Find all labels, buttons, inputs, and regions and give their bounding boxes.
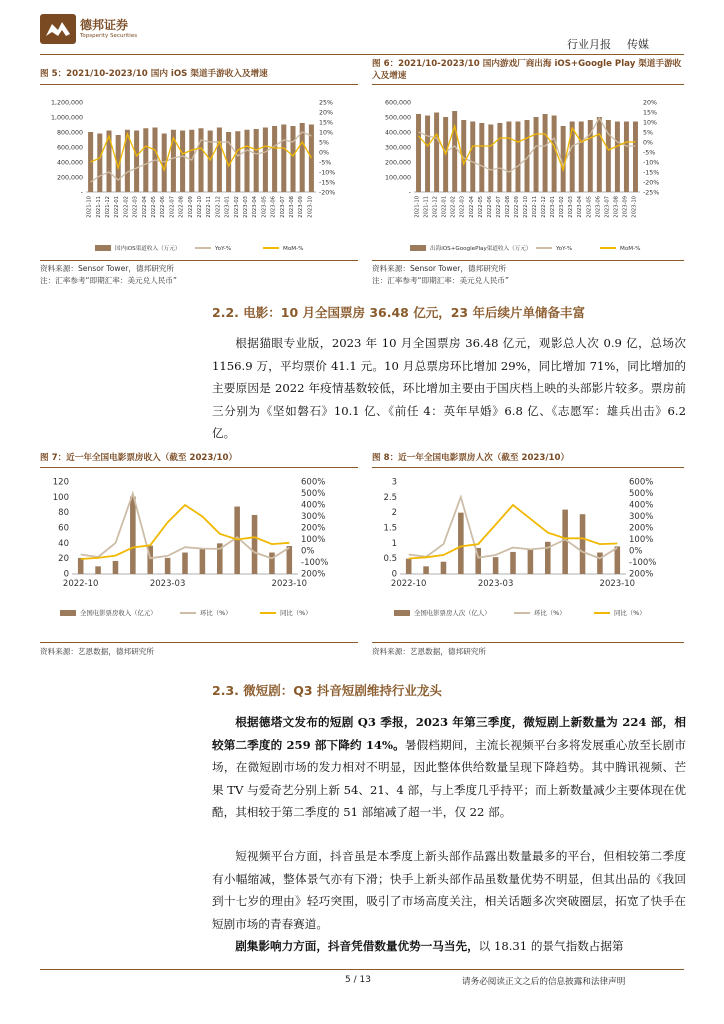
bar — [597, 553, 603, 574]
x-tick-label: 2022-07 — [169, 196, 176, 218]
bar — [624, 122, 629, 193]
x-tick-label: 2022-12 — [215, 196, 222, 218]
x-tick-label: 2022-06 — [486, 195, 493, 218]
x-tick-label: 2022-03 — [132, 196, 139, 218]
y-left-tick-label: 120 — [52, 477, 69, 488]
bar — [506, 122, 511, 193]
bar — [254, 129, 259, 192]
bar — [615, 122, 620, 193]
series-line-2 — [81, 505, 290, 559]
bar — [510, 552, 516, 574]
bar — [543, 114, 548, 192]
x-tick-label: 2022-08 — [178, 196, 185, 218]
bar — [452, 111, 457, 192]
bar — [441, 562, 447, 574]
y-right-tick-label: 100% — [629, 535, 654, 545]
legend-swatch-bar — [410, 245, 426, 251]
bar — [493, 557, 499, 574]
y-right-tick-label: 20% — [319, 109, 333, 117]
section-2-3-para1-rest: 暑假档期间，主流长视频平台多将发展重心放至长剧市场，在微短剧市场的发力相对不明显，因此整体供给数量呈现下降趋势。其中腾讯视频、芒果 TV 与爱奇艺分别上新 54、21、4 部，与上季度几乎持平；而上新数量减少主要体现在优酷，其相较于第二季度的 51 部缩减了超一半，仅 22 部。 — [212, 737, 686, 820]
x-tick-label: 2023-10 — [631, 196, 638, 218]
bar — [580, 514, 586, 574]
sector: 传媒 — [627, 38, 649, 51]
bar — [515, 122, 520, 193]
x-tick-label: 2023-08 — [613, 196, 620, 218]
bar — [95, 566, 101, 574]
x-tick-label: 2022-12 — [541, 196, 548, 218]
y-right-tick-label: 500% — [301, 489, 326, 499]
x-tick-label: 2021-11 — [95, 196, 102, 218]
bar — [470, 122, 475, 193]
section-2-3-paragraph-3 — [212, 935, 686, 958]
x-tick-label: 2023-09 — [622, 195, 629, 218]
y-left-tick-label: 100 — [52, 492, 69, 503]
y-left-tick-label: 80 — [58, 508, 69, 519]
x-tick-label: 2023-01 — [550, 195, 557, 218]
fig5-bottom-rule — [40, 260, 358, 261]
y-left-tick-label: - — [408, 189, 411, 197]
y-left-tick-label: 0.5 — [383, 554, 397, 565]
x-tick-label: 2021-10 — [414, 195, 421, 218]
x-tick-label: 2022-04 — [141, 196, 148, 218]
bar — [189, 130, 194, 192]
fig8-source: 资料来源：艺恩数据，德邦研究所 — [372, 647, 486, 656]
fig7-title-rule — [40, 467, 358, 468]
x-tick-label: 2022-05 — [151, 196, 157, 218]
brand-logo-icon — [40, 14, 76, 44]
x-tick-label: 2022-10 — [197, 196, 203, 218]
y-left-tick-label: 40 — [58, 538, 69, 549]
x-tick-label: 2023-04 — [252, 196, 259, 218]
legend-label: YoY-% — [215, 246, 232, 252]
section-2-3-para1-bold: 根据德塔文发布的短剧 Q3 季报，2023 年第三季度，微短剧上新数量为 224 部，相较第二季度的 259 部下降约 14%。 — [212, 715, 686, 752]
y-right-tick-label: 5% — [319, 139, 329, 147]
x-tick-label: 2022-02 — [450, 196, 457, 218]
fig6-note: 注：汇率参考“即期汇率：美元兑人民币” — [372, 276, 509, 285]
fig8-chart — [372, 470, 684, 640]
y-left-tick-label: 2 — [391, 508, 397, 519]
y-right-tick-label: 600% — [629, 477, 654, 488]
bar — [244, 130, 249, 192]
fig5-title: 图 5：2021/10-2023/10 国内 iOS 渠道手游收入及增速 — [40, 69, 268, 79]
bar — [570, 122, 575, 193]
fig6-bottom-rule — [372, 260, 684, 261]
series-line-1 — [81, 494, 290, 559]
x-tick-label: 2022-11 — [206, 196, 213, 218]
bar — [235, 131, 240, 192]
x-tick-label: 2023-03 — [149, 579, 186, 589]
bar — [528, 549, 534, 574]
y-right-tick-label: 15% — [319, 119, 333, 127]
series-line-2 — [409, 505, 618, 559]
y-right-tick-label: -25% — [643, 189, 660, 197]
bar — [269, 553, 275, 574]
bar — [534, 117, 539, 192]
y-left-tick-label: 500,000 — [384, 114, 411, 122]
bar — [97, 134, 102, 193]
y-right-tick-label: 10% — [643, 119, 657, 127]
y-right-tick-label: -10% — [319, 169, 336, 177]
bar — [287, 546, 293, 574]
y-right-tick-label: -100% — [629, 558, 657, 568]
x-tick-label: 2021-11 — [423, 196, 430, 218]
footer-rule — [40, 969, 684, 970]
bar — [290, 126, 295, 192]
fig5-note: 注：汇率参考“即期汇率：美元兑人民币” — [40, 276, 177, 285]
y-left-tick-label: 400,000 — [384, 129, 411, 137]
bar — [180, 131, 185, 193]
fig7-bottom-rule — [40, 642, 358, 643]
legend-label: 同比（%） — [614, 609, 646, 617]
bar — [130, 497, 136, 574]
legend-label: MoM-% — [283, 246, 304, 252]
bar — [579, 122, 584, 193]
x-tick-label: 2022-02 — [123, 196, 130, 218]
fig7-source: 资料来源：艺恩数据，德邦研究所 — [40, 647, 154, 656]
bar — [281, 125, 286, 193]
x-tick-label: 2023-10 — [271, 579, 308, 589]
x-tick-label: 2023-08 — [289, 196, 295, 218]
fig6-chart — [372, 88, 684, 260]
fig7-title: 图 7：近一年全国电影票房收入（截至 2023/10） — [40, 453, 238, 463]
bar — [597, 117, 602, 192]
x-tick-label: 2022-10 — [390, 579, 427, 589]
bar — [252, 515, 258, 574]
x-tick-label: 2023-05 — [261, 196, 268, 218]
bar — [272, 126, 277, 192]
x-tick-label: 2023-03 — [243, 196, 249, 218]
y-left-tick-label: 300,000 — [384, 144, 411, 152]
bar — [208, 131, 213, 193]
section-2-3-paragraph-2: 短视频平台方面，抖音虽是本季度上新头部作品露出数量最多的平台，但相较第二季度有小幅缩减，整体景气亦有下滑；快手上新头部作品虽数量优势不明显，但其出品的《我回到十七岁的理由》轻巧突围，吸引了市场高度关注，相关话题多次突破圈层，拓宽了快手在短剧市场的青春赛道。 — [212, 849, 686, 931]
fig6-title: 图 6：2021/10-2023/10 国内游戏厂商出海 iOS+Google Play 渠道手游收入及增速 — [372, 59, 682, 81]
brand-logo — [40, 14, 76, 44]
y-left-tick-label: 1,200,000 — [50, 99, 83, 107]
x-tick-label: 2023-03 — [568, 196, 575, 218]
bar — [458, 513, 464, 574]
bar — [182, 553, 188, 574]
header-rule — [40, 54, 684, 55]
report-type: 行业月报 — [567, 38, 611, 51]
x-tick-label: 2023-04 — [577, 195, 584, 218]
y-right-tick-label: 25% — [319, 99, 333, 107]
x-tick-label: 2021-12 — [432, 196, 439, 218]
y-right-tick-label: -5% — [319, 159, 332, 167]
x-tick-label: 2022-10 — [62, 579, 99, 589]
bar — [423, 566, 429, 574]
y-right-tick-label: -5% — [643, 149, 656, 157]
y-right-tick-label: 0% — [319, 149, 329, 157]
y-right-tick-label: 300% — [301, 512, 326, 522]
bar — [198, 128, 203, 192]
bar — [78, 558, 84, 574]
y-right-tick-label: 5% — [643, 129, 653, 137]
x-tick-label: 2022-03 — [459, 195, 466, 218]
legend-swatch-bar — [394, 610, 410, 616]
y-right-tick-label: -10% — [643, 159, 660, 167]
legend-label: 环比（%） — [200, 609, 232, 617]
y-right-tick-label: 200% — [301, 569, 326, 580]
x-tick-label: 2023-01 — [224, 196, 231, 218]
bar — [113, 561, 119, 574]
bar — [633, 122, 638, 193]
y-left-tick-label: 800,000 — [56, 129, 83, 137]
y-right-tick-label: 200% — [629, 569, 654, 580]
x-tick-label: 2022-06 — [160, 196, 167, 218]
bar — [497, 123, 502, 192]
legend-label: YoY-% — [556, 246, 573, 252]
y-right-tick-label: 300% — [629, 512, 654, 522]
x-tick-label: 2023-06 — [270, 196, 277, 218]
y-left-tick-label: 2.5 — [383, 492, 397, 503]
x-tick-label: 2023-09 — [298, 196, 305, 218]
fig6-title-rule — [372, 84, 684, 85]
y-left-tick-label: 60 — [58, 523, 69, 534]
y-left-tick-label: 200,000 — [384, 159, 411, 167]
y-right-tick-label: -15% — [319, 179, 336, 187]
y-left-tick-label: 600,000 — [384, 99, 411, 107]
y-right-tick-label: 400% — [301, 500, 326, 511]
legend-swatch-bar — [60, 610, 76, 616]
x-tick-label: 2022-01 — [441, 195, 448, 218]
y-right-tick-label: 20% — [643, 99, 657, 107]
bar — [134, 131, 139, 193]
bar — [425, 116, 430, 193]
x-tick-label: 2022-08 — [504, 195, 511, 218]
page-number: 5 / 13 — [345, 975, 371, 985]
bar — [165, 558, 171, 574]
y-right-tick-label: -20% — [643, 179, 660, 187]
fig8-bottom-rule — [372, 642, 684, 643]
y-right-tick-label: 10% — [319, 129, 333, 137]
x-tick-label: 2023-10 — [307, 196, 314, 218]
y-right-tick-label: -100% — [301, 558, 329, 568]
y-right-tick-label: 600% — [301, 477, 326, 488]
section-2-2-heading: 2.2. 电影：10 月全国票房 36.48 亿元，23 年后续片单储备丰富 — [212, 305, 585, 320]
fig5-title-rule — [40, 84, 358, 85]
y-left-tick-label: 400,000 — [56, 159, 83, 167]
bar — [615, 546, 621, 574]
disclaimer: 请务必阅读正文之后的信息披露和法律声明 — [462, 977, 626, 987]
x-tick-label: 2023-03 — [477, 579, 514, 589]
bar — [416, 114, 421, 192]
legend-label: 国内iOS渠道收入（万元） — [115, 246, 181, 252]
legend-label: 全国电影票房收入（亿元） — [80, 609, 157, 617]
fig8-title: 图 8：近一年全国电影票房人次（截至 2023/10） — [372, 453, 570, 463]
x-tick-label: 2023-07 — [604, 196, 611, 218]
x-tick-label: 2023-02 — [559, 196, 566, 218]
fig6-source: 资料来源：Sensor Tower，德邦研究所 — [372, 264, 506, 273]
legend-swatch-bar — [95, 245, 111, 251]
y-right-tick-label: 200% — [629, 523, 654, 534]
section-2-3-paragraph-1 — [212, 711, 686, 824]
y-left-tick-label: 0 — [63, 569, 69, 580]
brand-name: 德邦证券 — [80, 18, 129, 32]
x-tick-label: 2022-09 — [514, 196, 520, 218]
bar — [434, 113, 439, 193]
legend-label: 环比（%） — [534, 609, 566, 617]
bar — [552, 116, 557, 193]
x-tick-label: 2022-10 — [523, 196, 529, 218]
y-right-tick-label: 0% — [643, 139, 653, 147]
x-tick-label: 2022-05 — [477, 196, 484, 218]
section-2-3-para3-bold: 剧集影响力方面，抖音凭借数量优势一马当先， — [235, 939, 479, 953]
bar — [406, 559, 412, 574]
bar — [200, 548, 206, 574]
y-left-tick-label: 1.5 — [383, 523, 397, 534]
legend-label: 出海iOS+GooglePlay渠道收入（万元） — [430, 246, 532, 252]
y-right-tick-label: 500% — [629, 489, 654, 499]
y-right-tick-label: -15% — [643, 169, 660, 177]
legend-label: 同比（%） — [280, 609, 312, 617]
bar — [263, 128, 268, 193]
y-left-tick-label: 3 — [391, 477, 397, 488]
section-2-3-heading: 2.3. 微短剧：Q3 抖音短剧维持行业龙头 — [212, 683, 442, 698]
bar — [488, 125, 493, 193]
bar — [479, 123, 484, 192]
y-right-tick-label: 0% — [629, 546, 643, 557]
y-left-tick-label: 0 — [391, 569, 397, 580]
x-tick-label: 2021-12 — [105, 196, 111, 218]
section-2-2-paragraph: 根据猫眼专业版，2023 年 10 月全国票房 36.48 亿元，观影总人次 0.9 亿，总场次 1156.9 万，平均票价 41.1 元。10 月总票房环比增加 29%，同比增加 71%，同比增加的主要原因是 2022 年疫情基数较低，环比增加主要由于国庆档上映的头部影片较多。票房前三分别为《坚如磐石》10.1 亿、《前任 4：英年早婚》6.8 亿、《志愿军：雄兵出击》6.2 亿。 — [212, 336, 686, 441]
fig5-chart — [40, 88, 358, 260]
y-left-tick-label: 200,000 — [56, 174, 83, 182]
fig8-title-rule — [372, 467, 684, 468]
y-left-tick-label: 1 — [391, 538, 397, 549]
x-tick-label: 2023-07 — [279, 195, 286, 218]
fig7-chart — [40, 470, 358, 640]
section-2-3-para3-rest: 以 18.31 的景气指数占据第 — [478, 939, 624, 953]
y-left-tick-label: 1,000,000 — [50, 114, 83, 122]
y-right-tick-label: 100% — [301, 535, 326, 545]
legend-label: MoM-% — [620, 246, 641, 252]
x-tick-label: 2022-11 — [532, 195, 538, 218]
bar — [143, 128, 148, 192]
y-left-tick-label: 100,000 — [384, 174, 411, 182]
x-tick-label: 2022-04 — [468, 196, 475, 218]
bar — [217, 128, 222, 193]
y-right-tick-label: -20% — [319, 189, 336, 197]
legend-label: 全国电影票房人次（亿人） — [414, 609, 491, 617]
y-left-tick-label: - — [80, 189, 83, 197]
y-right-tick-label: 400% — [629, 500, 654, 511]
x-tick-label: 2022-09 — [187, 196, 194, 218]
x-tick-label: 2023-02 — [233, 196, 240, 218]
y-left-tick-label: 20 — [58, 554, 69, 565]
x-tick-label: 2022-07 — [495, 196, 502, 218]
x-tick-label: 2023-10 — [599, 579, 636, 589]
y-right-tick-label: 200% — [301, 523, 326, 534]
fig5-source: 资料来源：Sensor Tower，德邦研究所 — [40, 264, 174, 273]
x-tick-label: 2021-10 — [86, 196, 93, 218]
y-left-tick-label: 600,000 — [56, 144, 83, 152]
y-right-tick-label: 0% — [301, 546, 315, 557]
x-tick-label: 2022-01 — [114, 196, 121, 218]
y-right-tick-label: 15% — [643, 109, 657, 117]
x-tick-label: 2023-06 — [595, 195, 602, 218]
x-tick-label: 2023-05 — [586, 196, 593, 218]
brand-name-en: Topsperity Securities — [80, 33, 138, 39]
